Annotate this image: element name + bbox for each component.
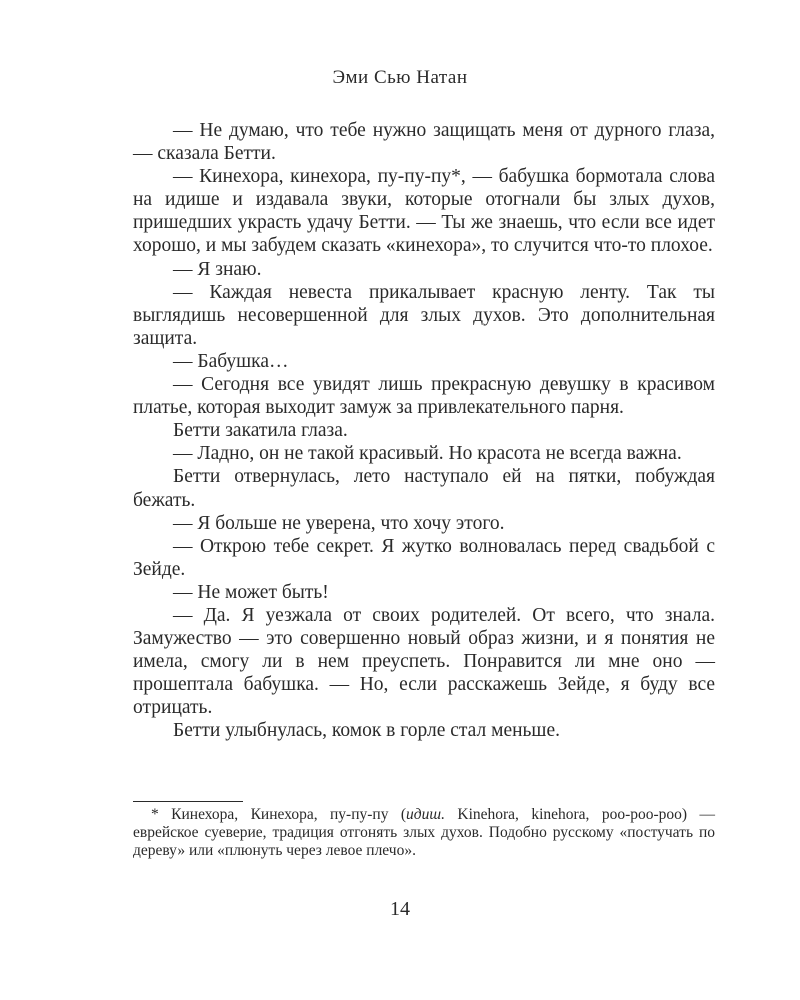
paragraph: — Не думаю, что тебе нужно защищать меня от дурного глаза, — сказала Бетти. — [133, 120, 715, 165]
paragraph: — Да. Я уезжала от своих родителей. От всего, что знала. Замужество — это совершенно новый образ жизни, и я понятия не имела, смогу ли в нем преуспеть. Понравится ли мне оно — прошептала бабушка. — Но, если расскажешь Зейде, я буду все отрицать. — [133, 604, 715, 719]
paragraph: Бетти закатила глаза. — [173, 420, 348, 442]
running-head-author: Эми Сью Натан — [332, 67, 468, 88]
paragraph: — Ладно, он не такой красивый. Но красота не всегда важна. — [173, 443, 682, 465]
footnote-text — [133, 806, 715, 861]
footnote-text-start: * Кинехора, Кинехора, пу-пу-пу ( — [151, 806, 407, 823]
paragraph: — Не может быть! — [173, 581, 329, 603]
paragraph: — Открою тебе секрет. Я жутко волновалась перед свадьбой с Зейде. — [133, 535, 715, 580]
body-text — [133, 119, 715, 743]
paragraph: — Каждая невеста прикалывает красную ленту. Так ты выглядишь несовершенной для злых духов. Это дополнительная защита. — [133, 281, 715, 349]
paragraph: Бетти отвернулась, лето наступало ей на пятки, побуждая бежать. — [133, 466, 715, 511]
paragraph: — Я знаю. — [173, 258, 262, 280]
footnote-language-label: идиш. — [406, 806, 445, 823]
paragraph: — Я больше не уверена, что хочу этого. — [173, 512, 505, 534]
footnote-text-end: Kinehora, kinehora, poo-poo-poo) — еврейское суеверие, традиция отгонять злых духов. Подобно русскому «постучать по дереву» или «плюнуть через левое плечо». — [133, 806, 715, 860]
page-number: 14 — [390, 898, 410, 920]
footnote — [133, 806, 715, 861]
paragraph: — Кинехора, кинехора, пу-пу-пу*, — бабушка бормотала слова на идише и издавала звуки, которые отогнали бы злых духов, пришедших украсть удачу Бетти. — Ты же знаешь, что если все идет хорошо, и мы забудем сказать «кинехора», то случится что-то плохое. — [133, 166, 715, 257]
footnote-divider — [133, 801, 243, 802]
paragraph: — Бабушка… — [173, 350, 289, 372]
paragraph: — Сегодня все увидят лишь прекрасную девушку в красивом платье, которая выходит замуж за привлекательного парня. — [133, 374, 715, 419]
paragraph: Бетти улыбнулась, комок в горле стал меньше. — [173, 720, 560, 742]
